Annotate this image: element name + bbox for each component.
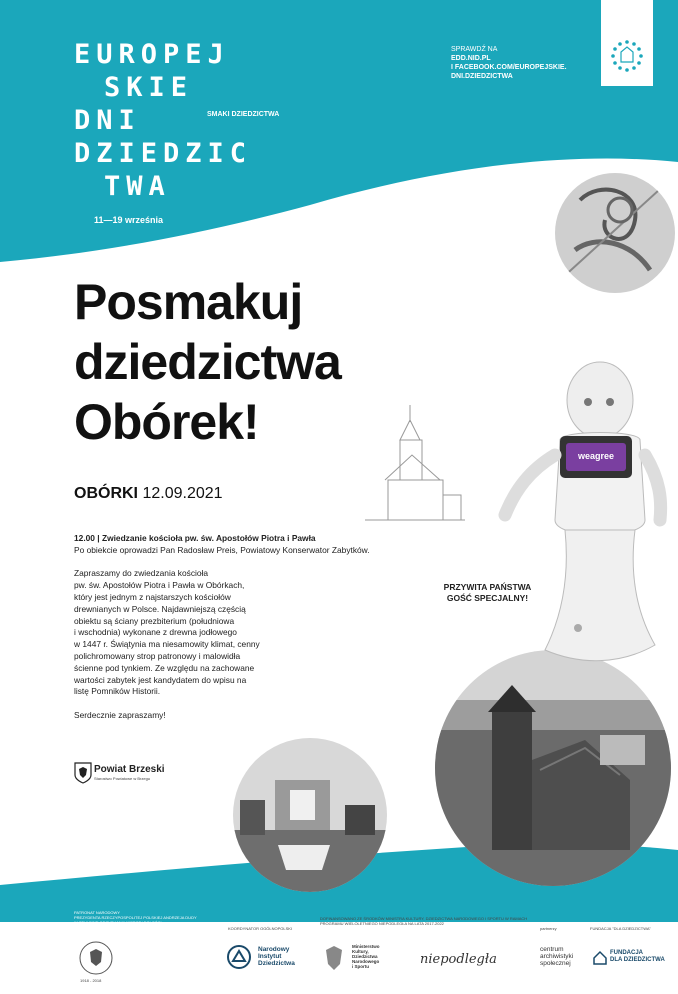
desc-line: obiektu są ściany prezbiterium (południowa	[74, 615, 235, 626]
desc-line: wartości zabytek jest kandydatem do wpisu na	[74, 674, 247, 685]
fundacja-house-icon	[592, 950, 608, 966]
logo-line-5: TWA	[104, 171, 171, 202]
desc-line: pw. św. Apostołów Piotra i Pawła w Obórkach,	[74, 580, 245, 591]
ministry-eagle-icon	[322, 944, 346, 972]
stars-icon	[601, 0, 653, 86]
desc-line: Zapraszamy do zwiedzania kościoła	[74, 568, 209, 579]
patron-caption	[74, 910, 244, 925]
fundacja-logo: FUNDACJA DLA DZIEDZICTWA	[610, 950, 665, 963]
headline-line-2: dziedzictwa	[74, 334, 341, 390]
dofinansowano-caption: DOFINANSOWANO ZE ŚRODKÓW MINISTRA KULTURY, DZIEDZICTWA NARODOWEGO I SPORTU W RAMACH PROGRAMU WIELOLETNIEGO NIEPODLEGŁA NA LATA 2017-2022	[320, 916, 528, 926]
logo-line-4: DZIEDZIC	[74, 138, 253, 169]
special-guest	[420, 582, 555, 604]
program-title: 12.00 | Zwiedzanie kościoła pw. św. Apostołów Piotra i Pawła	[74, 533, 316, 543]
desc-line: polichromowany strop patronowy i malowidła	[74, 650, 241, 661]
logo-subtitle: SMAKI DZIEDZICTWA	[207, 111, 280, 118]
patron-line: W STULECIE ODZYSKANIA NIEPODLEGŁOŚCI	[74, 920, 162, 925]
powiat-brzeski-logo	[74, 762, 165, 789]
eagle-crest-icon	[74, 762, 92, 784]
desc-line: który jest jednym z najstarszych kościołów	[74, 591, 231, 602]
link-edd[interactable]: EDD.NID.PL	[451, 55, 491, 62]
special-guest-line-1: PRZYWITA PAŃSTWA	[443, 582, 532, 592]
robot-screen-label: weagree	[577, 451, 615, 461]
powiat-name: Powiat Brzeski	[94, 764, 165, 775]
fundacja-caption: FUNDACJA "DLA DZIEDZICTWA"	[590, 926, 651, 931]
link-facebook-cont[interactable]: DNI.DZIEDZICTWA	[451, 73, 513, 80]
special-guest-line-2: GOŚĆ SPECJALNY!	[446, 593, 529, 603]
logo-dates: 11—19 września	[94, 215, 164, 225]
robot-illustration	[505, 362, 661, 661]
desc-line: ścienne pod tynkiem. Ze względu na zachowane	[74, 662, 255, 673]
program-guide: Po obiekcie oprowadzi Pan Radosław Preis, Powiatowy Konserwator Zabytków.	[74, 544, 370, 555]
headline-line-1: Posmakuj	[74, 274, 303, 330]
partner-caption: partnerzy	[540, 926, 557, 931]
koordynator-caption: KOORDYNATOR OGÓLNOPOLSKI	[228, 926, 293, 931]
logo-line-3: DNI	[74, 105, 141, 136]
nid-logo-text: Narodowy Instytut Dziedzictwa	[258, 946, 295, 967]
ornament-photo	[550, 170, 678, 300]
check-label: SPRAWDŹ NA	[451, 46, 498, 53]
link-facebook[interactable]: I FACEBOOK.COM/EUROPEJSKIE.	[451, 64, 567, 71]
patron-emblem-icon	[78, 940, 114, 976]
logo-line-2: SKIE	[104, 72, 194, 103]
event-place: OBÓRKI	[74, 485, 138, 502]
patron-line: PATRONAT NARODOWY	[74, 910, 120, 915]
archiwa-logo: centrum archiwistyki społecznej	[540, 946, 574, 967]
church-sketch-icon	[365, 405, 465, 520]
years-caption: 1918 - 2018	[80, 978, 102, 983]
program-closing: Serdecznie zapraszamy!	[74, 709, 166, 720]
niepodlegla-logo: niepodległa	[420, 952, 497, 967]
patron-line: PREZYDENTA RZECZYPOSPOLITEJ POLSKIEJ ANDRZEJA DUDY	[74, 915, 197, 920]
nid-logo-icon	[226, 944, 252, 970]
desc-line: i wschodnia) wykonane z drewna jodłowego	[74, 627, 237, 638]
europe-emblem	[601, 0, 653, 86]
footer	[0, 904, 678, 994]
event-place-date	[74, 485, 223, 503]
ministry-logo-text: Ministerstwo Kultury, Dziedzictwa Narodowego i Sportu	[352, 944, 380, 969]
program-text	[74, 533, 374, 722]
desc-line: drewnianych w Polsce. Najdawniejszą częścią	[74, 603, 246, 614]
powiat-sub: Starostwo Powiatowe w Brzegu	[94, 776, 151, 781]
desc-line: listę Pomników Historii.	[74, 686, 161, 697]
check-links	[451, 45, 567, 81]
headline	[74, 272, 341, 452]
event-date: 12.09.2021	[142, 485, 223, 502]
desc-line: w 1447 r. Świątynia ma niesamowity klimat, cenny	[74, 639, 260, 650]
edd-logo	[74, 38, 280, 225]
logo-line-1: EUROPEJ	[74, 39, 230, 70]
headline-line-3: Obórek!	[74, 394, 259, 450]
